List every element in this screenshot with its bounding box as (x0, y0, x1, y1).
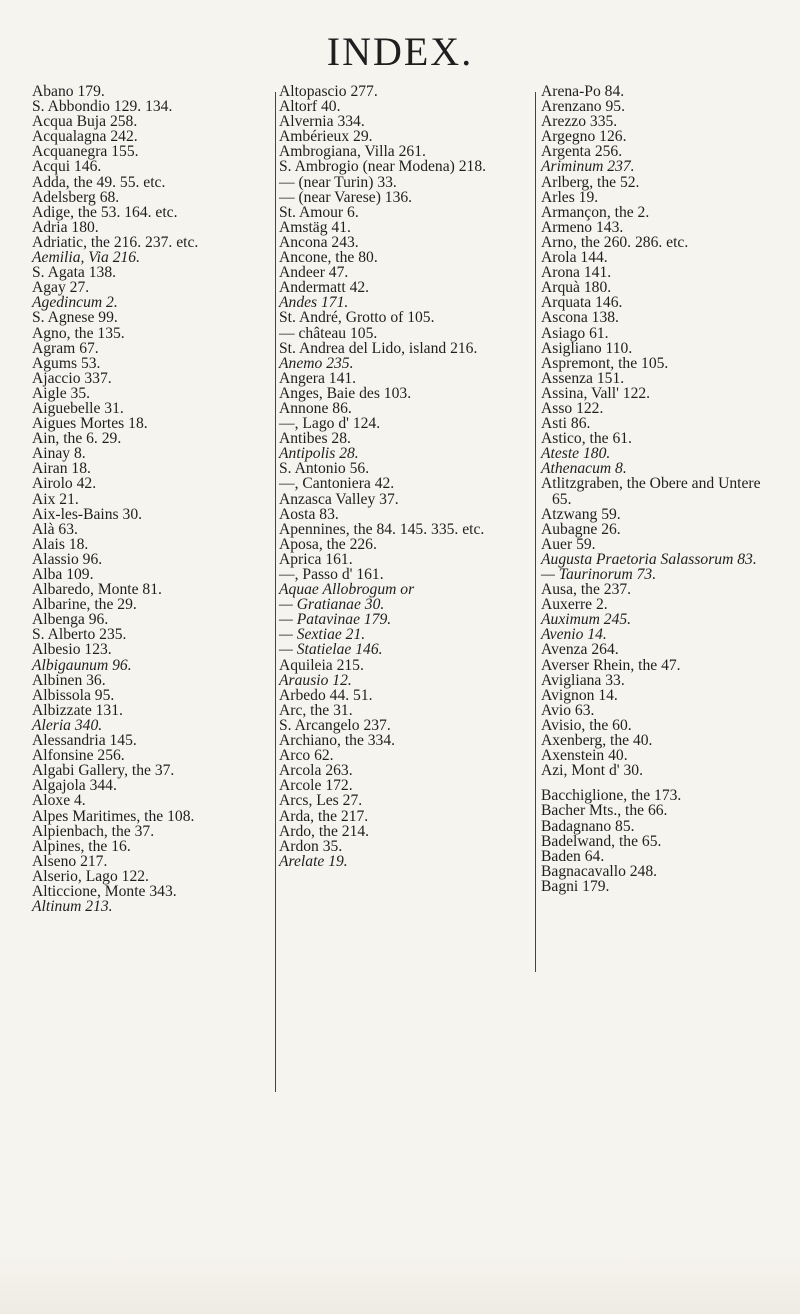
index-entry: Adria 180. (32, 218, 99, 236)
index-entry: Ancone, the 80. (279, 249, 378, 267)
index-entry: Aosta 83. (279, 505, 339, 523)
index-entry: Airan 18. (32, 460, 91, 478)
index-entry: Antibes 28. (279, 430, 351, 448)
index-entry: Arc, the 31. (279, 701, 353, 719)
index-entry: Arezzo 335. (541, 113, 618, 131)
index-entry: Ainay 8. (32, 445, 86, 463)
index-entry: Avigliana 33. (541, 671, 625, 689)
index-entry: Ardon 35. (279, 837, 343, 855)
index-entry: Arbedo 44. 51. (279, 686, 373, 704)
index-entry: Alticcione, Monte 343. (32, 882, 177, 900)
index-entry: Agno, the 135. (32, 324, 125, 342)
index-entry: Amstäg 41. (279, 218, 351, 236)
index-entry: Albissola 95. (32, 686, 115, 704)
index-entry: Alassio 96. (32, 550, 103, 568)
index-entry: Alseno 217. (32, 852, 108, 870)
index-entry: — Statielae 146. (279, 641, 383, 659)
index-column-2 (279, 84, 535, 869)
index-entry: Ausa, the 237. (541, 581, 632, 599)
index-entry: Armançon, the 2. (541, 203, 650, 221)
index-entry: Bagni 179. (541, 877, 610, 895)
index-entry: Arcole 172. (279, 777, 353, 795)
index-entry: Abano 179. (32, 83, 105, 100)
index-entry: Ain, the 6. 29. (32, 430, 122, 448)
index-entry: Augusta Praetoria Salassorum 83. (541, 550, 757, 568)
index-entry: Alais 18. (32, 535, 89, 553)
index-entry: Arquà 180. (541, 279, 612, 297)
index-list-2 (279, 84, 535, 869)
index-entry: Altopascio 277. (279, 83, 378, 100)
index-entry: Bacher Mts., the 66. (541, 802, 668, 820)
index-entry: Ambérieux 29. (279, 128, 373, 146)
index-entry: — Sextiae 21. (279, 626, 366, 644)
index-entry: —, Passo d' 161. (279, 566, 384, 583)
index-entry: Albenga 96. (32, 611, 109, 629)
index-entry: Ariminum 237. (541, 158, 635, 176)
index-entry: Ascona 138. (541, 309, 619, 327)
index-entry: Axenberg, the 40. (541, 732, 653, 750)
index-list-1 (32, 84, 272, 914)
index-entry: Alfonsine 256. (32, 747, 125, 765)
index-entry: Argegno 126. (541, 128, 627, 146)
index-entry: Alpines, the 16. (32, 837, 131, 855)
index-entry: Arles 19. (541, 188, 599, 206)
index-entry: Alvernia 334. (279, 113, 365, 131)
index-entry: Arena-Po 84. (541, 83, 625, 100)
index-entry: Aubagne 26. (541, 520, 621, 538)
index-entry: — Patavinae 179. (279, 611, 392, 629)
index-entry: Bagnacavallo 248. (541, 862, 658, 880)
index-entry: Albigaunum 96. (32, 656, 132, 674)
index-entry: Andermatt 42. (279, 279, 370, 297)
index-entry: Anemo 235. (279, 354, 354, 372)
index-entry: Atzwang 59. (541, 505, 621, 523)
index-entry: Aloxe 4. (32, 792, 86, 810)
index-entry: Athenacum 8. (541, 460, 627, 478)
index-entry: Aquae Allobrogum or (279, 581, 415, 599)
index-entry: — (near Turin) 33. (279, 173, 397, 191)
index-entry: Agram 67. (32, 339, 99, 357)
index-entry: Altorf 40. (279, 98, 341, 116)
index-entry: Acqui 146. (32, 158, 102, 176)
index-entry: Auxerre 2. (541, 596, 608, 614)
index-entry: S. Ambrogio (near Modena) 218. (279, 158, 487, 176)
index-entry: Adriatic, the 216. 237. etc. (32, 233, 199, 251)
index-entry: Asiago 61. (541, 324, 609, 342)
index-entry: Airolo 42. (32, 475, 97, 493)
index-entry: Antipolis 28. (279, 445, 359, 463)
index-entry: Ambrogiana, Villa 261. (279, 143, 426, 161)
index-entry: — château 105. (279, 324, 378, 342)
index-entry: Alserio, Lago 122. (32, 867, 149, 885)
index-entry: Auer 59. (541, 535, 596, 553)
index-entry: Atlitzgraben, the Obere and Untere 65. (541, 475, 761, 508)
index-entry: Algajola 344. (32, 777, 117, 795)
index-entry: Auximum 245. (541, 611, 632, 629)
index-entry: Arcs, Les 27. (279, 792, 363, 810)
index-entry: Arausio 12. (279, 671, 352, 689)
index-entry: Algabi Gallery, the 37. (32, 762, 175, 780)
index-entry: Annone 86. (279, 399, 352, 417)
index-entry: S. Agnese 99. (32, 309, 118, 327)
index-entry: Astico, the 61. (541, 430, 632, 448)
index-entry: Arno, the 260. 286. etc. (541, 233, 689, 251)
index-entry: —, Lago d' 124. (279, 415, 381, 433)
index-column-1 (32, 84, 272, 914)
index-entry: Avenza 264. (541, 641, 619, 659)
index-entry: Aix 21. (32, 490, 79, 508)
index-entry: Albarine, the 29. (32, 596, 137, 614)
index-entry: Asti 86. (541, 415, 591, 433)
index-entry: Andes 171. (279, 294, 349, 312)
index-entry: Acqualagna 242. (32, 128, 138, 146)
index-entry: Aigle 35. (32, 384, 91, 402)
index-entry: Baden 64. (541, 847, 605, 865)
index-entry: — Taurinorum 73. (541, 566, 657, 583)
index-entry: Anges, Baie des 103. (279, 384, 412, 402)
index-entry: Ancona 243. (279, 233, 359, 251)
index-entry: Asigliano 110. (541, 339, 633, 357)
index-entry: Alessandria 145. (32, 732, 137, 750)
index-entry: Adige, the 53. 164. etc. (32, 203, 178, 221)
index-entry: Asso 122. (541, 399, 604, 417)
index-entry: Badelwand, the 65. (541, 832, 662, 850)
index-entry: Avio 63. (541, 701, 595, 719)
index-entry: Arlberg, the 52. (541, 173, 640, 191)
page-title: INDEX. (326, 29, 474, 74)
index-entry: Agedincum 2. (32, 294, 118, 312)
index-entry: Badagnano 85. (541, 817, 635, 835)
index-entry: Avisio, the 60. (541, 716, 632, 734)
index-entry: Andeer 47. (279, 264, 349, 282)
index-entry: Arda, the 217. (279, 807, 369, 825)
index-entry: Albaredo, Monte 81. (32, 581, 162, 599)
index-entry: Arquata 146. (541, 294, 623, 312)
column-divider-right (535, 92, 536, 972)
index-entry: St. Andrea del Lido, island 216. (279, 339, 478, 357)
index-entry: Arenzano 95. (541, 98, 625, 116)
index-entry: Arola 144. (541, 249, 608, 267)
index-entry: Azi, Mont d' 30. (541, 762, 643, 780)
index-entry: Aix-les-Bains 30. (32, 505, 143, 523)
index-entry: Adda, the 49. 55. etc. (32, 173, 166, 191)
index-entry: Arcola 263. (279, 762, 353, 780)
index-entry: Aleria 340. (32, 716, 103, 734)
index-entry: — (near Varese) 136. (279, 188, 413, 206)
index-entry: Arelate 19. (279, 852, 348, 870)
index-entry: Alpes Maritimes, the 108. (32, 807, 195, 825)
index-entry: Averser Rhein, the 47. (541, 656, 681, 674)
index-list-3 (541, 84, 781, 894)
index-entry: Acquanegra 155. (32, 143, 139, 161)
index-entry: Aquileia 215. (279, 656, 364, 674)
index-entry: Ardo, the 214. (279, 822, 370, 840)
index-entry: Acqua Buja 258. (32, 113, 138, 131)
index-entry: Axenstein 40. (541, 747, 628, 765)
index-entry: Arco 62. (279, 747, 334, 765)
index-entry: Avignon 14. (541, 686, 618, 704)
index-entry: Albesio 123. (32, 641, 112, 659)
index-entry: Aprica 161. (279, 550, 353, 568)
index-entry: Altinum 213. (32, 898, 113, 916)
index-entry: Archiano, the 334. (279, 732, 396, 750)
index-entry: S. Arcangelo 237. (279, 716, 391, 734)
index-entry: Aposa, the 226. (279, 535, 377, 553)
index-entry: S. Antonio 56. (279, 460, 370, 478)
index-entry: Aigues Mortes 18. (32, 415, 148, 433)
index-entry: Anzasca Valley 37. (279, 490, 399, 508)
index-entry: — Gratianae 30. (279, 596, 385, 614)
index-entry: Armeno 143. (541, 218, 624, 236)
index-entry: St. Amour 6. (279, 203, 359, 221)
index-entry: Albizzate 131. (32, 701, 123, 719)
page-bottom-shading (0, 1254, 800, 1314)
index-entry: Assenza 151. (541, 369, 625, 387)
index-entry: Apennines, the 84. 145. 335. etc. (279, 520, 485, 538)
index-entry: S. Alberto 235. (32, 626, 127, 644)
index-entry: Bacchiglione, the 173. (541, 787, 682, 805)
index-entry: Aemilia, Via 216. (32, 249, 140, 267)
index-entry: Avenio 14. (541, 626, 607, 644)
index-entry: Agums 53. (32, 354, 101, 372)
index-entry: Agay 27. (32, 279, 90, 297)
index-entry: Alpienbach, the 37. (32, 822, 155, 840)
index-entry: Aiguebelle 31. (32, 399, 124, 417)
index-entry: S. Abbondio 129. 134. (32, 98, 173, 116)
index-entry: S. Agata 138. (32, 264, 117, 282)
index-entry: Alà 63. (32, 520, 78, 538)
index-entry: —, Cantoniera 42. (279, 475, 395, 493)
index-entry: Aspremont, the 105. (541, 354, 669, 372)
index-entry: Alba 109. (32, 566, 94, 583)
column-divider-left (275, 92, 276, 1092)
index-entry: Angera 141. (279, 369, 357, 387)
index-entry: Arona 141. (541, 264, 612, 282)
index-entry: Ateste 180. (541, 445, 611, 463)
index-entry: Ajaccio 337. (32, 369, 112, 387)
index-column-3 (541, 84, 781, 894)
index-entry: Argenta 256. (541, 143, 623, 161)
index-entry: St. André, Grotto of 105. (279, 309, 435, 327)
index-entry: Albinen 36. (32, 671, 106, 689)
index-entry: Assina, Vall' 122. (541, 384, 651, 402)
index-entry: Adelsberg 68. (32, 188, 120, 206)
